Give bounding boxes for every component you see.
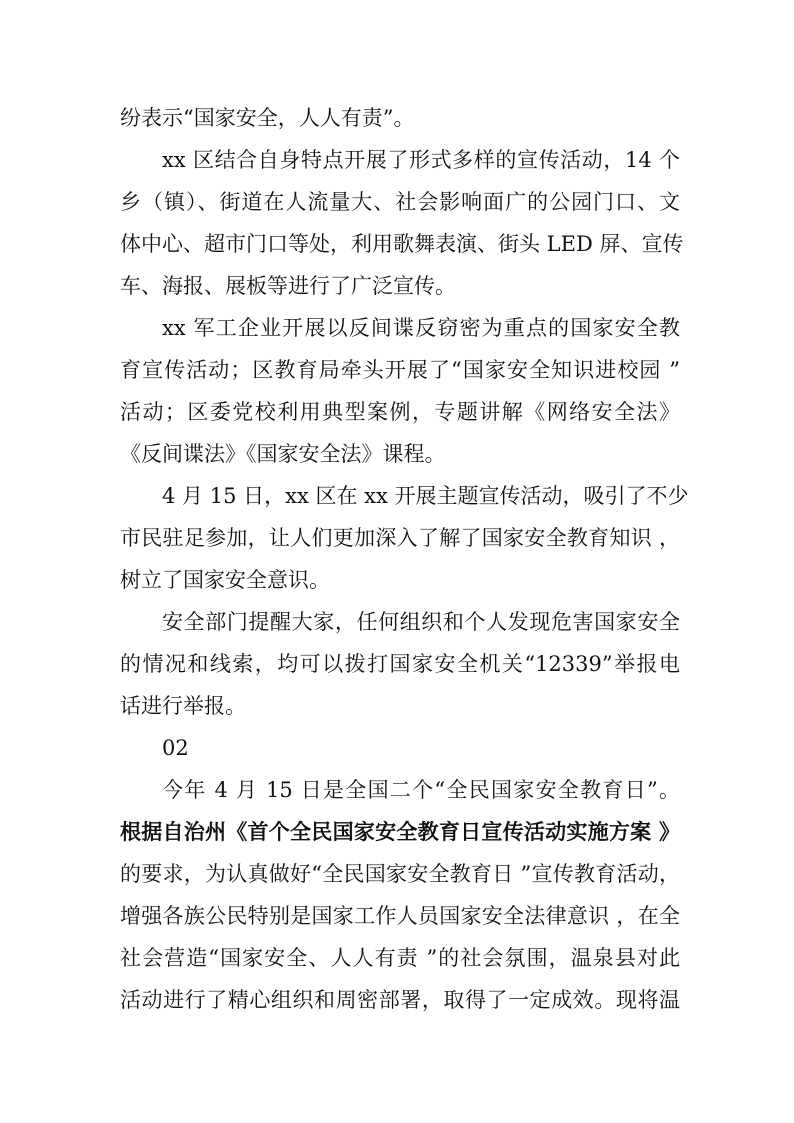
section-number: 02 <box>162 736 189 760</box>
paragraph-line: 的要求，为认真做好“全民国家安全教育日 ”宣传教育活动， <box>120 862 680 886</box>
paragraph-line: 4 月 15 日，xx 区在 xx 开展主题宣传活动，吸引了不少 <box>162 484 689 508</box>
paragraph-line: 纷表示“国家安全，人人有责”。 <box>120 106 415 130</box>
paragraph-line: 安全部门提醒大家，任何组织和个人发现危害国家安全 <box>162 610 680 634</box>
paragraph-line: 活动；区委党校利用典型案例，专题讲解《网络安全法》 <box>120 400 680 424</box>
paragraph-line: xx 军工企业开展以反间谍反窃密为重点的国家安全教 <box>162 316 680 340</box>
paragraph-line: 乡（镇）、街道在人流量大、社会影响面广的公园门口、文 <box>120 190 680 214</box>
paragraph-line: 车、海报、展板等进行了广泛宣传。 <box>120 274 456 298</box>
paragraph-line: 根据自治州《首个全民国家安全教育日宣传活动实施方案 》 <box>120 819 680 844</box>
paragraph-line: 社会营造“国家安全、人人有责 ”的社会氛围，温泉县对此 <box>120 946 680 970</box>
paragraph-line: 育宣传活动；区教育局牵头开展了“国家安全知识进校园 ” <box>120 358 680 382</box>
paragraph-line: 树立了国家安全意识。 <box>120 568 330 592</box>
paragraph-line: 《反间谍法》《国家安全法》课程。 <box>120 442 446 466</box>
paragraph-line: 活动进行了精心组织和周密部署，取得了一定成效。现将温 <box>120 988 680 1012</box>
paragraph-line: 增强各族公民特别是国家工作人员国家安全法律意识 ，在全 <box>120 904 680 928</box>
paragraph-line: 市民驻足参加，让人们更加深入了解了国家安全教育知识 ， <box>120 526 680 550</box>
paragraph-line: 今年 4 月 15 日是全国二个“全民国家安全教育日”。 <box>162 778 680 802</box>
paragraph-line: 话进行举报。 <box>120 694 246 718</box>
paragraph-line: 体中心、超市门口等处，利用歌舞表演、街头 LED 屏、宣传 <box>120 232 684 256</box>
paragraph-line: 的情况和线索，均可以拨打国家安全机关“12339”举报电 <box>120 652 680 676</box>
paragraph-line: xx 区结合自身特点开展了形式多样的宣传活动，14 个 <box>162 148 680 172</box>
